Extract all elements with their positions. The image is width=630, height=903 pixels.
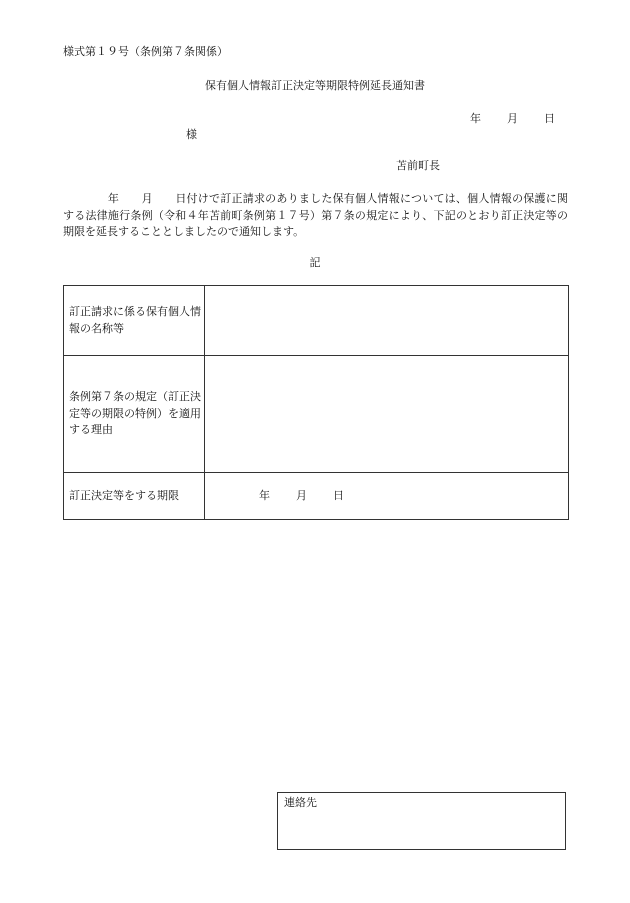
table-row — [64, 473, 569, 520]
row-label-info-name: 訂正請求に係る保有個人情報の名称等 — [64, 286, 205, 356]
document-title: 保有個人情報訂正決定等期限特例延長通知書 — [205, 79, 425, 92]
addressee: 様 — [186, 128, 197, 141]
contact-box — [277, 792, 566, 850]
deadline-year: 年 — [259, 488, 270, 502]
form-number: 様式第１９号（条例第７条関係） — [63, 45, 228, 58]
notice-body: 年 月 日付けで訂正請求のありました保有個人情報については、個人情報の保護に関する法律施行条例（令和４年苫前町条例第１７号）第７条の規定により、下記のとおり訂正決定等の期限を延長することとしましたので通知します。 — [63, 192, 568, 238]
deadline-month: 月 — [296, 488, 307, 502]
row-value-info-name[interactable] — [205, 286, 569, 356]
contact-label: 連絡先 — [284, 796, 317, 809]
table-row — [64, 356, 569, 473]
row-label-deadline: 訂正決定等をする期限 — [64, 473, 205, 520]
deadline-day: 日 — [333, 488, 344, 502]
ki-heading: 記 — [309, 256, 321, 269]
date-year: 年 — [470, 112, 481, 125]
date-day: 日 — [544, 112, 555, 125]
row-value-deadline[interactable] — [205, 473, 569, 520]
info-table — [63, 285, 569, 520]
table-row — [64, 286, 569, 356]
date-month: 月 — [507, 112, 518, 125]
notice-date — [470, 113, 555, 124]
row-value-reason[interactable] — [205, 356, 569, 473]
row-label-reason: 条例第７条の規定（訂正決定等の期限の特例）を適用する理由 — [64, 356, 205, 473]
sender-name: 苫前町長 — [396, 159, 440, 172]
